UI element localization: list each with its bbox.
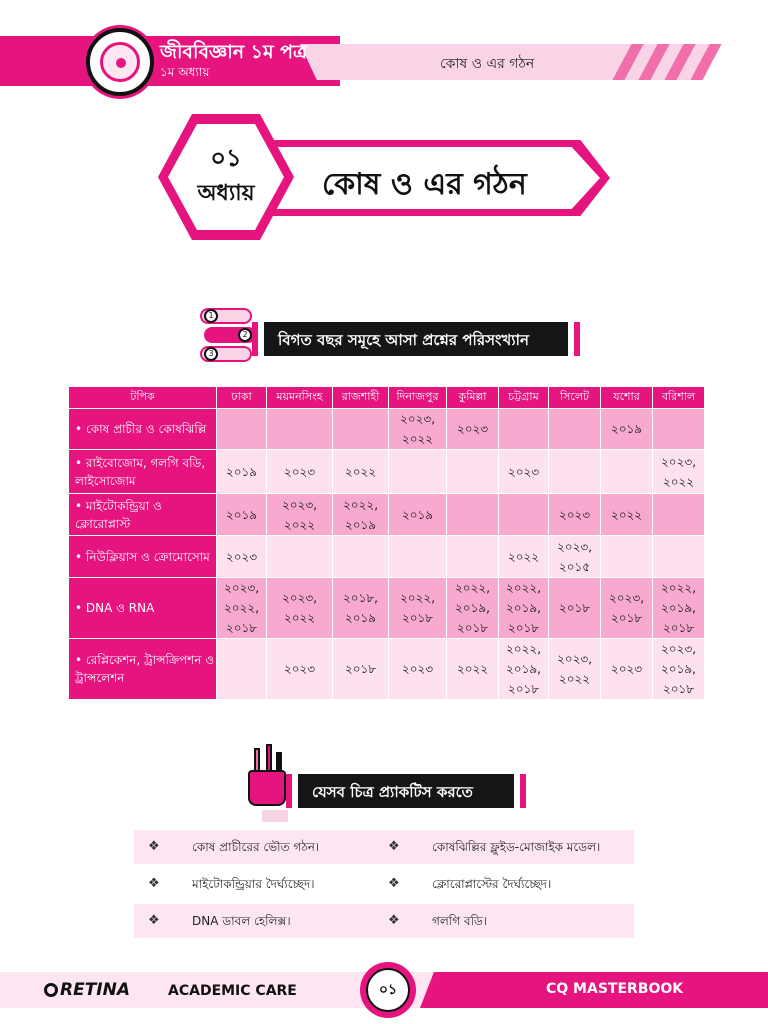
- year-cell: ২০২২: [333, 450, 389, 494]
- section-practice-title: যেসব চিত্র প্র্যাকটিস করতে হবে: [298, 774, 514, 808]
- column-header: দিনাজপুর: [389, 387, 447, 409]
- table-row: [69, 639, 705, 700]
- year-cell: ২০১৯: [601, 409, 653, 450]
- year-cell: ২০২৩: [601, 639, 653, 700]
- table-row: [69, 409, 705, 450]
- year-cell: [601, 536, 653, 578]
- topic-cell: • মাইটোকন্ড্রিয়া ও ক্লোরোপ্লাস্ট: [69, 494, 217, 536]
- year-cell: [499, 409, 549, 450]
- year-cell: [549, 409, 601, 450]
- table-header-row: [69, 387, 705, 409]
- year-cell: [653, 536, 705, 578]
- column-header: সিলেট: [549, 387, 601, 409]
- topic-cell: • DNA ও RNA: [69, 578, 217, 639]
- year-cell: [549, 450, 601, 494]
- column-header: ঢাকা: [217, 387, 267, 409]
- year-cell: ২০২৩, ২০২২: [653, 450, 705, 494]
- cell-icon: [86, 28, 154, 96]
- year-cell: [217, 409, 267, 450]
- table-row: [69, 536, 705, 578]
- column-header: রাজশাহী: [333, 387, 389, 409]
- topic-cell: • কোষ প্রাচীর ও কোষঝিল্লি: [69, 409, 217, 450]
- year-cell: ২০২৩, ২০১৫: [549, 536, 601, 578]
- table-row: [69, 578, 705, 639]
- book-title: CQ MASTERBOOK: [546, 981, 684, 997]
- chapter-title: কোষ ও এর গঠন: [322, 167, 527, 202]
- header-topic: কোষ ও এর গঠন: [440, 56, 535, 72]
- topic-cell: • রাইবোজোম, গলগি বডি, লাইসোজোম: [69, 450, 217, 494]
- column-header: বরিশাল: [653, 387, 705, 409]
- column-header: যশোর: [601, 387, 653, 409]
- pen-holder-icon: [242, 744, 292, 808]
- brand-subtitle: ACADEMIC CARE: [168, 983, 297, 999]
- year-cell: [447, 494, 499, 536]
- section-stats-title: বিগত বছর সমূহে আসা প্রশ্নের পরিসংখ্যান: [264, 322, 568, 356]
- subject-title: জীববিজ্ঞান ১ম পত্র: [160, 41, 308, 63]
- topic-cell: • নিউক্লিয়াস ও ক্রোমোসোম: [69, 536, 217, 578]
- year-cell: [601, 450, 653, 494]
- bullet-icon: ❖: [388, 876, 400, 891]
- year-cell: ২০২৩: [267, 639, 333, 700]
- year-cell: ২০২৩, ২০১৯, ২০১৮: [653, 639, 705, 700]
- year-cell: ২০১৮: [549, 578, 601, 639]
- year-cell: ২০২২, ২০১৯, ২০১৮: [653, 578, 705, 639]
- topic-cell: • রেপ্লিকেশন, ট্রান্সক্রিপশন ও ট্রান্সলেশন: [69, 639, 217, 700]
- chapter-label: ১ম অধ্যায়: [160, 65, 210, 79]
- year-cell: ২০২২, ২০১৯, ২০১৮: [499, 639, 549, 700]
- bullet-icon: ❖: [148, 913, 160, 928]
- eye-icon: [44, 983, 58, 997]
- list-row: ❖ কোষ প্রাচীরের ভৌত গঠন। ❖ কোষঝিল্লির ফ্লুইড-মোজাইক মডেল।: [134, 830, 634, 864]
- list-row: ❖ DNA ডাবল হেলিক্স। ❖ গলগি বডি।: [134, 904, 634, 938]
- column-header: ময়মনসিংহ: [267, 387, 333, 409]
- practice-list: [134, 830, 634, 941]
- table-row: [69, 450, 705, 494]
- year-cell: ২০১৯: [389, 494, 447, 536]
- bullet-icon: ❖: [388, 913, 400, 928]
- year-cell: ২০২৩: [499, 450, 549, 494]
- year-cell: ২০২৩, ২০২২: [267, 494, 333, 536]
- year-cell: ২০১৯: [217, 450, 267, 494]
- year-cell: ২০২৩: [267, 450, 333, 494]
- bullet-icon: ❖: [388, 839, 400, 854]
- bullet-icon: ❖: [148, 876, 160, 891]
- year-cell: ২০২৩, ২০১৮: [601, 578, 653, 639]
- year-cell: [267, 536, 333, 578]
- year-cell: ২০১৮: [333, 639, 389, 700]
- year-cell: ২০২২: [601, 494, 653, 536]
- year-cell: [267, 409, 333, 450]
- year-cell: ২০২৩, ২০২২: [389, 409, 447, 450]
- year-cell: ২০১৯: [217, 494, 267, 536]
- page-number: ০১: [366, 968, 410, 1012]
- year-cell: [447, 536, 499, 578]
- year-cell: ২০২৩, ২০২২, ২০১৮: [217, 578, 267, 639]
- year-cell: ২০২২, ২০১৮: [389, 578, 447, 639]
- table-row: [69, 494, 705, 536]
- year-cell: [447, 450, 499, 494]
- year-cell: ২০২২, ২০১৯: [333, 494, 389, 536]
- year-cell: ২০২৩: [447, 409, 499, 450]
- numbered-list-icon: 1 2 3: [200, 306, 260, 364]
- year-cell: ২০২৩: [217, 536, 267, 578]
- column-header: টপিক: [69, 387, 217, 409]
- year-cell: ২০২২, ২০১৯, ২০১৮: [499, 578, 549, 639]
- year-cell: ২০২২: [447, 639, 499, 700]
- year-cell: [333, 409, 389, 450]
- year-cell: ২০২২, ২০১৯, ২০১৮: [447, 578, 499, 639]
- year-cell: [333, 536, 389, 578]
- brand-logo: RETINA: [60, 980, 131, 1000]
- year-cell: [217, 639, 267, 700]
- year-cell: ২০২২: [499, 536, 549, 578]
- year-cell: [389, 450, 447, 494]
- chapter-number-label: অধ্যায়: [197, 181, 255, 206]
- year-cell: ২০২৩: [389, 639, 447, 700]
- year-cell: ২০২৩, ২০২২: [549, 639, 601, 700]
- year-cell: ২০২৩, ২০২২: [267, 578, 333, 639]
- chapter-number: ০১: [210, 144, 242, 172]
- list-row: ❖ মাইটোকন্ড্রিয়ার দৈর্ঘ্যচ্ছেদ। ❖ ক্লোরোপ্লাস্টের দৈর্ঘ্যচ্ছেদ।: [134, 867, 634, 901]
- bullet-icon: ❖: [148, 839, 160, 854]
- year-cell: ২০১৮, ২০১৯: [333, 578, 389, 639]
- year-cell: ২০২৩: [549, 494, 601, 536]
- year-cell: [653, 409, 705, 450]
- header-stripes: [612, 44, 722, 80]
- year-cell: [499, 494, 549, 536]
- column-header: চট্টগ্রাম: [499, 387, 549, 409]
- question-stats-table: [68, 386, 705, 700]
- column-header: কুমিল্লা: [447, 387, 499, 409]
- year-cell: [389, 536, 447, 578]
- year-cell: [653, 494, 705, 536]
